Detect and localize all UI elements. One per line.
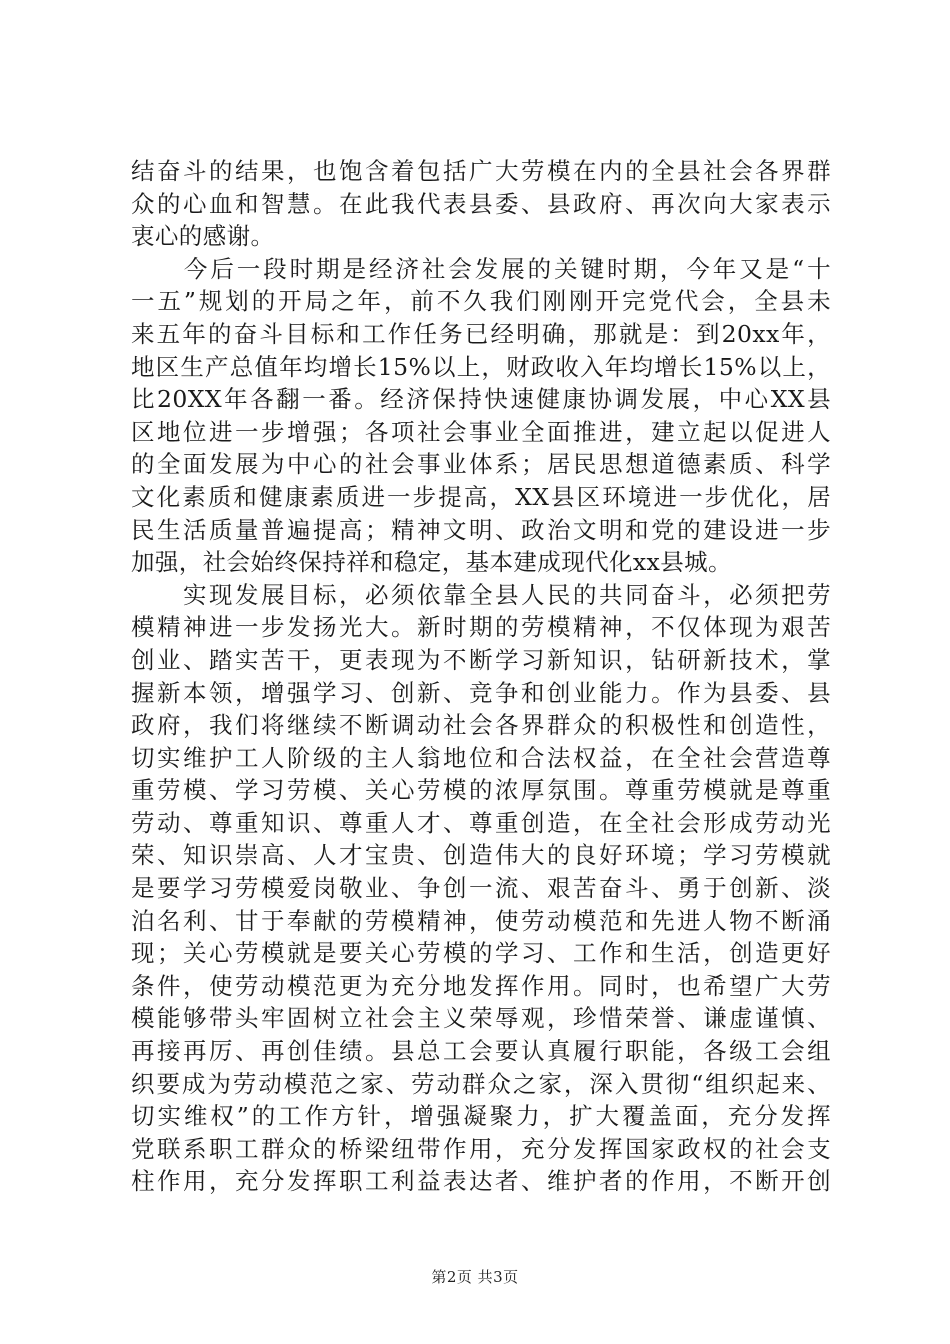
text-line: 比20XX年各翻一番。经济保持快速健康协调发展，中心XX县: [131, 385, 831, 414]
text-line: 重劳模、学习劳模、关心劳模的浓厚氛围。尊重劳模就是尊重: [131, 776, 831, 805]
text-line: 是要学习劳模爱岗敬业、争创一流、艰苦奋斗、勇于创新、淡: [131, 874, 831, 903]
page-footer: 第2页 共3页: [431, 1268, 519, 1286]
text-line: 切实维护工人阶级的主人翁地位和合法权益，在全社会营造尊: [131, 743, 831, 772]
text-line: 文化素质和健康素质进一步提高，XX县区环境进一步优化，居: [131, 482, 831, 511]
text-line: 的全面发展为中心的社会事业体系；居民思想道德素质、科学: [131, 450, 831, 479]
text-line: 众的心血和智慧。在此我代表县委、县政府、再次向大家表示: [131, 189, 831, 218]
text-line: 今后一段时期是经济社会发展的关键时期，今年又是“十: [131, 254, 831, 283]
text-line: 模能够带头牢固树立社会主义荣辱观，珍惜荣誉、谦虚谨慎、: [131, 1004, 831, 1033]
text-line: 地区生产总值年均增长15%以上，财政收入年均增长15%以上，: [131, 352, 831, 381]
text-line: 党联系职工群众的桥梁纽带作用，充分发挥国家政权的社会支: [131, 1134, 831, 1163]
text-line: 实现发展目标，必须依靠全县人民的共同奋斗，必须把劳: [131, 580, 831, 609]
text-line: 条件，使劳动模范更为充分地发挥作用。同时，也希望广大劳: [131, 971, 831, 1000]
text-line: 加强，社会始终保持祥和稳定，基本建成现代化xx县城。: [131, 548, 732, 577]
text-line: 泊名利、甘于奉献的劳模精神，使劳动模范和先进人物不断涌: [131, 906, 831, 935]
text-line: 切实维权”的工作方针，增强凝聚力，扩大覆盖面，充分发挥: [131, 1102, 831, 1131]
text-line: 织要成为劳动模范之家、劳动群众之家，深入贯彻“组织起来、: [131, 1069, 831, 1098]
text-line: 模精神进一步发扬光大。新时期的劳模精神，不仅体现为艰苦: [131, 613, 831, 642]
text-line: 柱作用，充分发挥职工利益表达者、维护者的作用，不断开创: [131, 1167, 831, 1196]
text-line: 民生活质量普遍提高；精神文明、政治文明和党的建设进一步: [131, 515, 831, 544]
text-line: 创业、踏实苦干，更表现为不断学习新知识，钻研新技术，掌: [131, 645, 831, 674]
text-line: 现；关心劳模就是要关心劳模的学习、工作和生活，创造更好: [131, 939, 831, 968]
body-text: [131, 155, 831, 1198]
text-line: 结奋斗的结果，也饱含着包括广大劳模在内的全县社会各界群: [131, 157, 831, 185]
text-line: 衷心的感谢。: [131, 222, 275, 251]
text-line: 来五年的奋斗目标和工作任务已经明确，那就是：到20xx年，: [131, 319, 831, 348]
text-line: 区地位进一步增强；各项社会事业全面推进，建立起以促进人: [131, 417, 831, 446]
text-line: 政府，我们将继续不断调动社会各界群众的积极性和创造性，: [131, 711, 831, 740]
text-line: 荣、知识崇高、人才宝贵、创造伟大的良好环境；学习劳模就: [131, 841, 831, 870]
text-line: 一五”规划的开局之年，前不久我们刚刚开完党代会，全县未: [131, 287, 831, 316]
text-line: 劳动、尊重知识、尊重人才、尊重创造，在全社会形成劳动光: [131, 808, 831, 837]
text-line: 握新本领，增强学习、创新、竞争和创业能力。作为县委、县: [131, 678, 831, 707]
text-line: 再接再厉、再创佳绩。县总工会要认真履行职能，各级工会组: [131, 1037, 831, 1066]
